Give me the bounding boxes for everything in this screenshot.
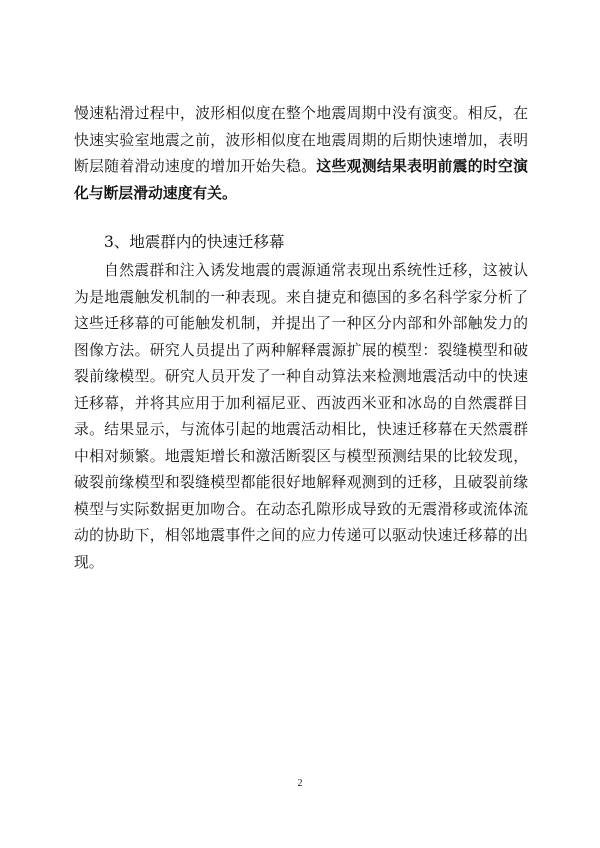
page-number: 2 xyxy=(297,778,303,789)
paragraph-continued xyxy=(74,101,528,207)
section-heading: 3、地震群内的快速迁移幕 xyxy=(104,233,285,251)
paragraph-text: 慢速粘滑过程中，波形相似度在整个地震周期中没有演变。相反，在快速实验室地震之前，波形相似度在地震周期的后期快速增加，表明断层随着滑动速度的增加开始失稳。 xyxy=(74,105,528,175)
paragraph-bold-conclusion: 这些观测结果表明前震的时空演化与断层滑动速度有关。 xyxy=(74,158,528,202)
paragraph-migration: 自然震群和注入诱发地震的震源通常表现出系统性迁移，这被认为是地震触发机制的一种表现。来自捷克和德国的多名科学家分析了这些迁移幕的可能触发机制，并提出了一种区分内部和外部触发力的图像方法。研究人员提出了两种解释震源扩展的模型：裂缝模型和破裂前缘模型。研究人员开发了一种自动算法来检测地震活动中的快速迁移幕，并将其应用于加利福尼亚、西波西米亚和冰岛的自然震群目录。结果显示，与流体引起的地震活动相比，快速迁移幕在天然震群中相对频繁。地震矩增长和激活断裂区与模型预测结果的比较发现，破裂前缘模型和裂缝模型都能很好地解释观测到的迁移，且破裂前缘模型与实际数据更加吻合。在动态孔隙形成导致的无震滑移或流体流动的协助下，相邻地震事件之间的应力传递可以驱动快速迁移幕的出现。 xyxy=(74,262,528,571)
